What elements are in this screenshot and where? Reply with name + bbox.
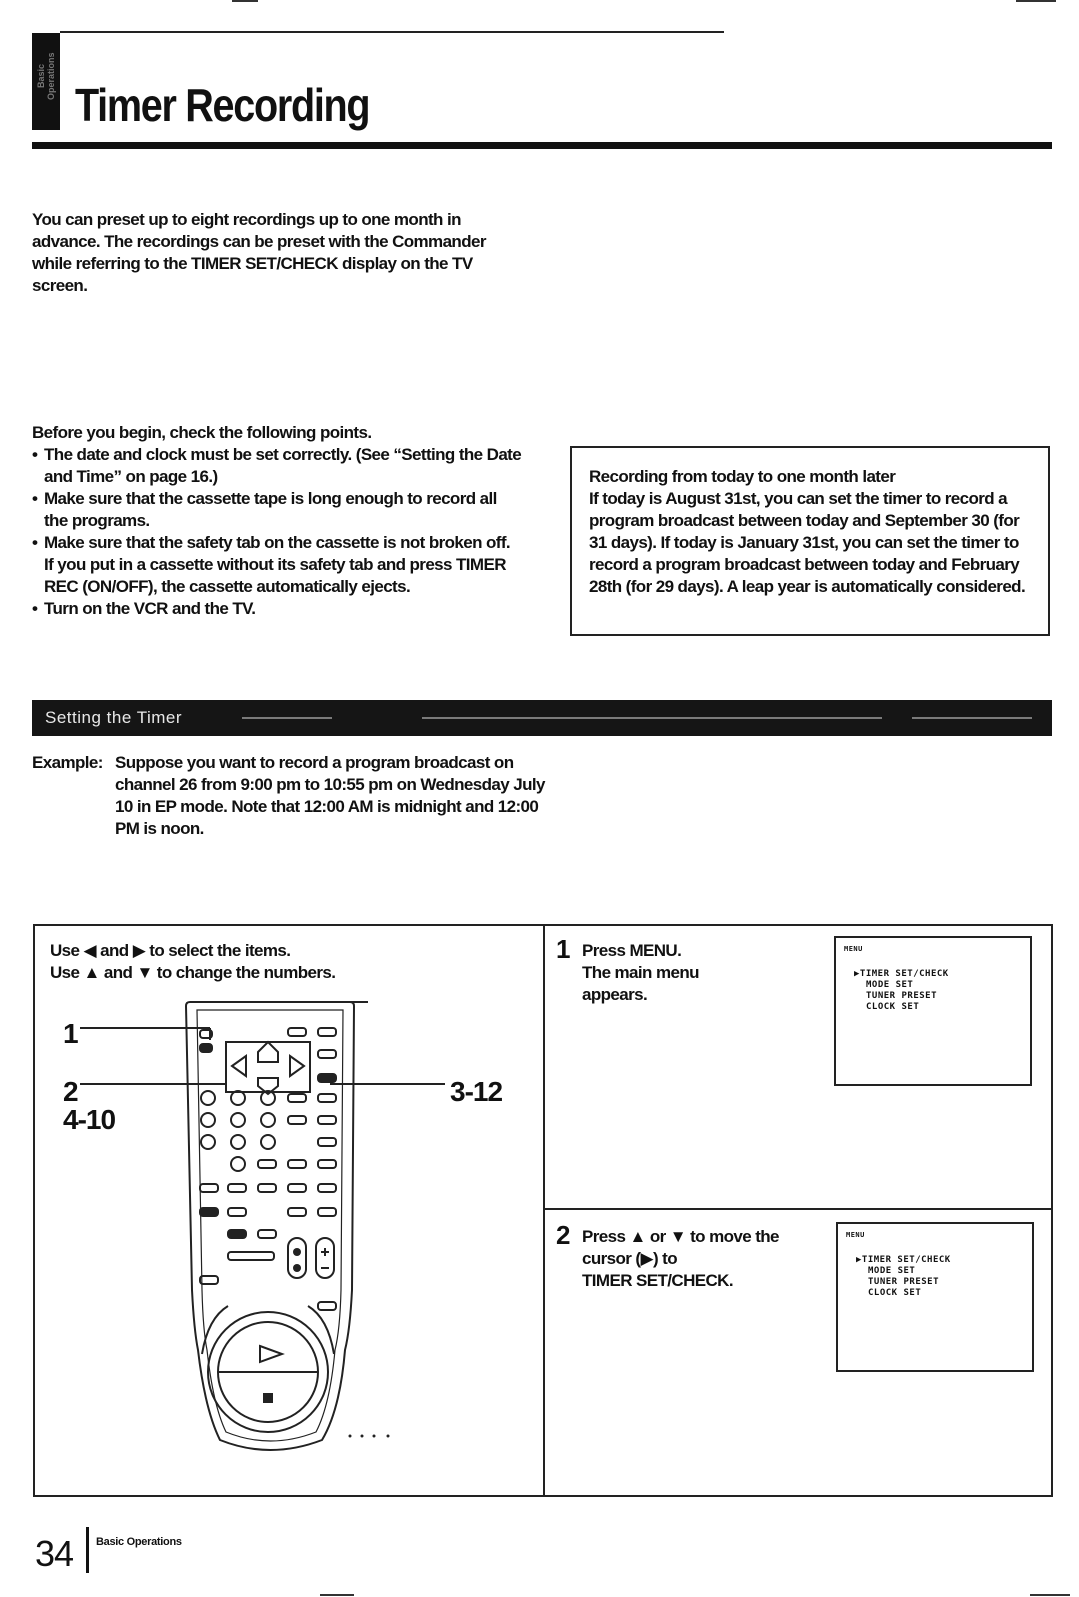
page-number-divider [86,1527,89,1573]
section-header-bar [32,700,1052,736]
remote-commander-illustration [60,990,510,1480]
menu-item-timer-set-check: ▶TIMER SET/CHECK [856,1255,951,1265]
cursor-icon: ▶ [856,1255,862,1265]
title-rule [32,142,1052,149]
section-tab [32,33,60,130]
page-title: Timer Recording [75,79,370,131]
menu-item-mode-set: MODE SET [868,1266,916,1276]
arrow-left-icon: ◀ [83,941,96,960]
step-1-text [582,940,792,1006]
step-2-line-1: Press ▲ or ▼ to move the cursor (▶) to [582,1227,779,1268]
tv-menu-screen-1 [834,936,1032,1086]
menu-header: MENU [844,945,863,953]
tv-menu-screen-2 [836,1222,1034,1372]
footer-section-label: Basic Operations [96,1536,182,1548]
intro-paragraph: You can preset up to eight recordings up to one month in advance. The recordings can be preset with the Commander while referring to the TIMER SET/CHECK display on the TV screen. [32,210,486,295]
instruction-line-change: Use ▲ and ▼ to change the numbers. [50,963,336,982]
example-text: Suppose you want to record a program broadcast on channel 26 from 9:00 pm to 10:55 pm on Wednesday July 10 in EP mode. Note that 12:00 AM is midnight and 12:00 PM is noon. [115,753,545,838]
crop-mark [320,1594,354,1596]
step-1-number: 1 [556,934,571,964]
crop-mark [1030,1594,1070,1596]
checklist [32,422,522,620]
menu-item-mode-set: MODE SET [866,980,914,990]
note-body: If today is August 31st, you can set the timer to record a program broadcast between today and September 30 (for 31 days). If today is January 31st, you can set the timer to record a program broadcast between today and February 28th (for 29 days). A leap year is automatically considered. [589,489,1026,596]
panel-divider-vertical [543,924,545,1497]
menu-item-clock-set: CLOCK SET [866,1002,920,1012]
top-rule [60,31,724,33]
arrow-down-icon: ▼ [136,963,153,982]
section-title: Setting the Timer [45,708,183,727]
example-label: Example: [32,753,103,772]
crop-mark [1016,0,1056,2]
print-streak [422,717,882,719]
note-title: Recording from today to one month later [589,467,896,486]
checklist-item: • Make sure that the cassette tape is long enough to record all the programs. [32,488,522,532]
menu-item-clock-set: CLOCK SET [868,1288,922,1298]
page-number: 34 [35,1533,74,1574]
menu-item-timer-set-check: ▶TIMER SET/CHECK [854,969,949,979]
checklist-items [32,444,522,620]
step-1-title: Press MENU. [582,941,682,960]
checklist-item: • The date and clock must be set correctly. (See “Setting the Date and Time” on page 16.) [32,444,522,488]
instruction-line-select: Use ◀ and ▶ to select the items. [50,941,291,960]
step-2-number: 2 [556,1220,571,1250]
print-streak [912,717,1032,719]
crop-mark [232,0,258,2]
example-block [32,752,552,840]
menu-item-tuner-preset: TUNER PRESET [866,991,938,1001]
step-2-target: TIMER SET/CHECK. [582,1271,733,1290]
callout-4-10: 4-10 [63,1104,116,1135]
cursor-icon: ▶ [854,969,860,979]
callout-1: 1 [63,1018,78,1049]
menu-header: MENU [846,1231,865,1239]
panel-divider-horizontal [543,1208,1053,1210]
checklist-item: • Make sure that the safety tab on the cassette is not broken off. If you put in a cassette without its safety tab and press TIMER REC (ON/OFF), the cassette automatically ejects. [32,532,522,598]
menu-item-tuner-preset: TUNER PRESET [868,1277,940,1287]
section-tab-label: Basic Operations [36,52,56,100]
checklist-item: • Turn on the VCR and the TV. [32,598,522,620]
print-streak [242,717,332,719]
step-2-text [582,1226,792,1292]
callout-3-12: 3-12 [450,1076,503,1107]
callout-2: 2 [63,1076,78,1107]
arrow-down-icon: ▼ [669,1227,686,1246]
note-box [570,446,1050,636]
step-1-body: The main menu appears. [582,963,699,1004]
arrow-up-icon: ▲ [83,963,100,982]
arrow-right-icon: ▶ [132,941,146,960]
button-instructions [50,940,335,984]
checklist-lead: Before you begin, check the following points. [32,423,372,442]
cursor-icon: ▶ [640,1249,653,1268]
arrow-up-icon: ▲ [629,1227,646,1246]
